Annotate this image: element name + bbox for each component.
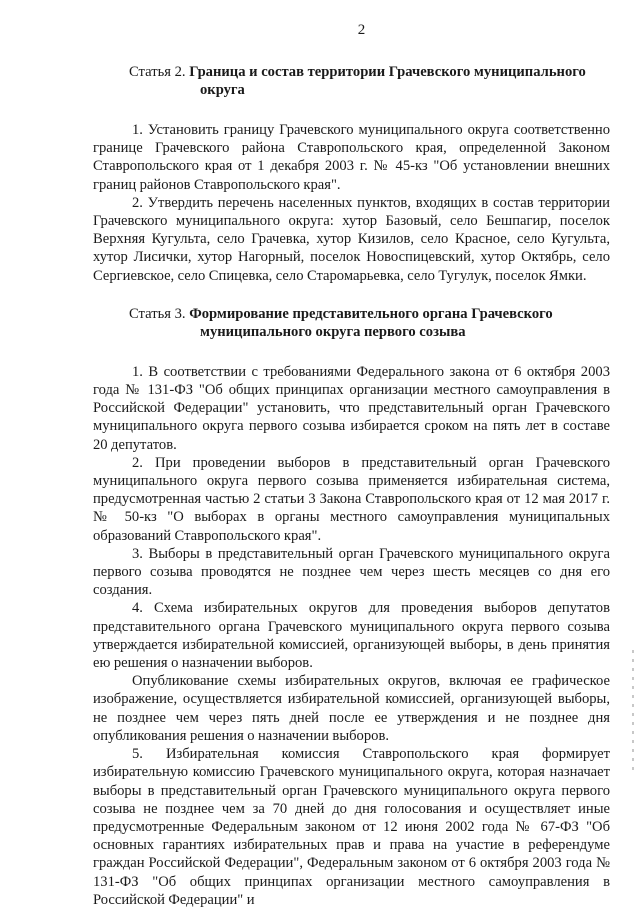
article-2 [93,63,610,285]
article-2-heading [93,63,610,99]
article-3-title-line1: Формирование представительного органа Грачевского [189,305,553,322]
article-2-paragraph-1: 1. Установить границу Грачевского муниципального округа соответственно границе Грачевского района Ставропольского края, определенной Законом Ставропольского края от 1 декабря 2003 г. № 45-кз "Об установлении внешних границ районов Ставропольского края". [93,122,610,193]
section-gap [93,285,610,305]
article-3 [93,305,610,909]
article-2-title-line2: округа [200,82,245,98]
article-3-title-line2: муниципального округа первого созыва [200,323,466,340]
article-3-paragraph-2: 2. При проведении выборов в представительный орган Грачевского муниципального округа первого созыва применяется избирательная система, предусмотренная частью 2 статьи 3 Закона Ставропольского края от 12 мая 2017 г. № 50-кз "О выборах в органы местного самоуправления муниципальных образований Ставропольского края". [93,454,610,544]
article-3-paragraph-4: 4. Схема избирательных округов для проведения выборов депутатов представительного органа Грачевского муниципального округа первого созыва утверждается избирательной комиссией, организующей выборы, в день принятия ею решения о назначении выборов. [93,600,610,672]
article-3-paragraph-3: 3. Выборы в представительный орган Грачевского муниципального округа первого созыва проводятся не позднее чем через шесть месяцев со дня его создания. [93,545,610,599]
article-3-paragraph-5: Опубликование схемы избирательных округов, включая ее графическое изображение, осуществляется избирательной комиссией, организующей выборы, не позднее чем через пять дней после ее утверждения и не позднее дня опубликования решения о назначении выборов. [93,673,610,744]
article-2-title-line1: Граница и состав территории Грачевского муниципального [189,64,586,80]
article-3-heading [93,305,610,341]
article-3-paragraph-1: 1. В соответствии с требованиями Федерального закона от 6 октября 2003 года № 131-ФЗ "Об общих принципах организации местного самоуправления в Российской Федерации" установить, что представительный орган Грачевского муниципального округа первого созыва избирается сроком на пять лет в составе 20 депутатов. [93,363,610,453]
article-3-number: Статья 3. [129,305,186,322]
article-2-number: Статья 2. [129,64,186,80]
article-2-paragraph-2: 2. Утвердить перечень населенных пунктов, входящих в состав территории Грачевского муниципального округа: хутор Базовый, село Бешпагир, поселок Верхняя Кугульта, село Грачевка, хутор Кизилов, село Красное, село Кугульта, хутор Лисички, хутор Нагорный, поселок Новоспицевский, хутор Октябрь, село Сергиевское, село Спицевка, село Старомарьевка, село Тугулук, поселок Ямки. [93,194,610,284]
page-number: 2 [357,22,366,38]
scan-edge-artifact [632,650,634,770]
article-3-paragraph-6: 5. Избирательная комиссия Ставропольского края формирует избирательную комиссию Грачевского муниципального округа, которая назначает выборы в представительный орган Грачевского муниципального округа первого созыва не позднее чем за 70 дней до дня голосования и осуществляет иные предусмотренные Федеральным законом от 12 июня 2002 года № 67-ФЗ "Об основных гарантиях избирательных прав и права на участие в референдуме граждан Российской Федерации", Федеральным законом от 6 октября 2003 года № 131-ФЗ "Об общих принципах организации местного самоуправления в Российской Федерации" и [93,746,610,908]
